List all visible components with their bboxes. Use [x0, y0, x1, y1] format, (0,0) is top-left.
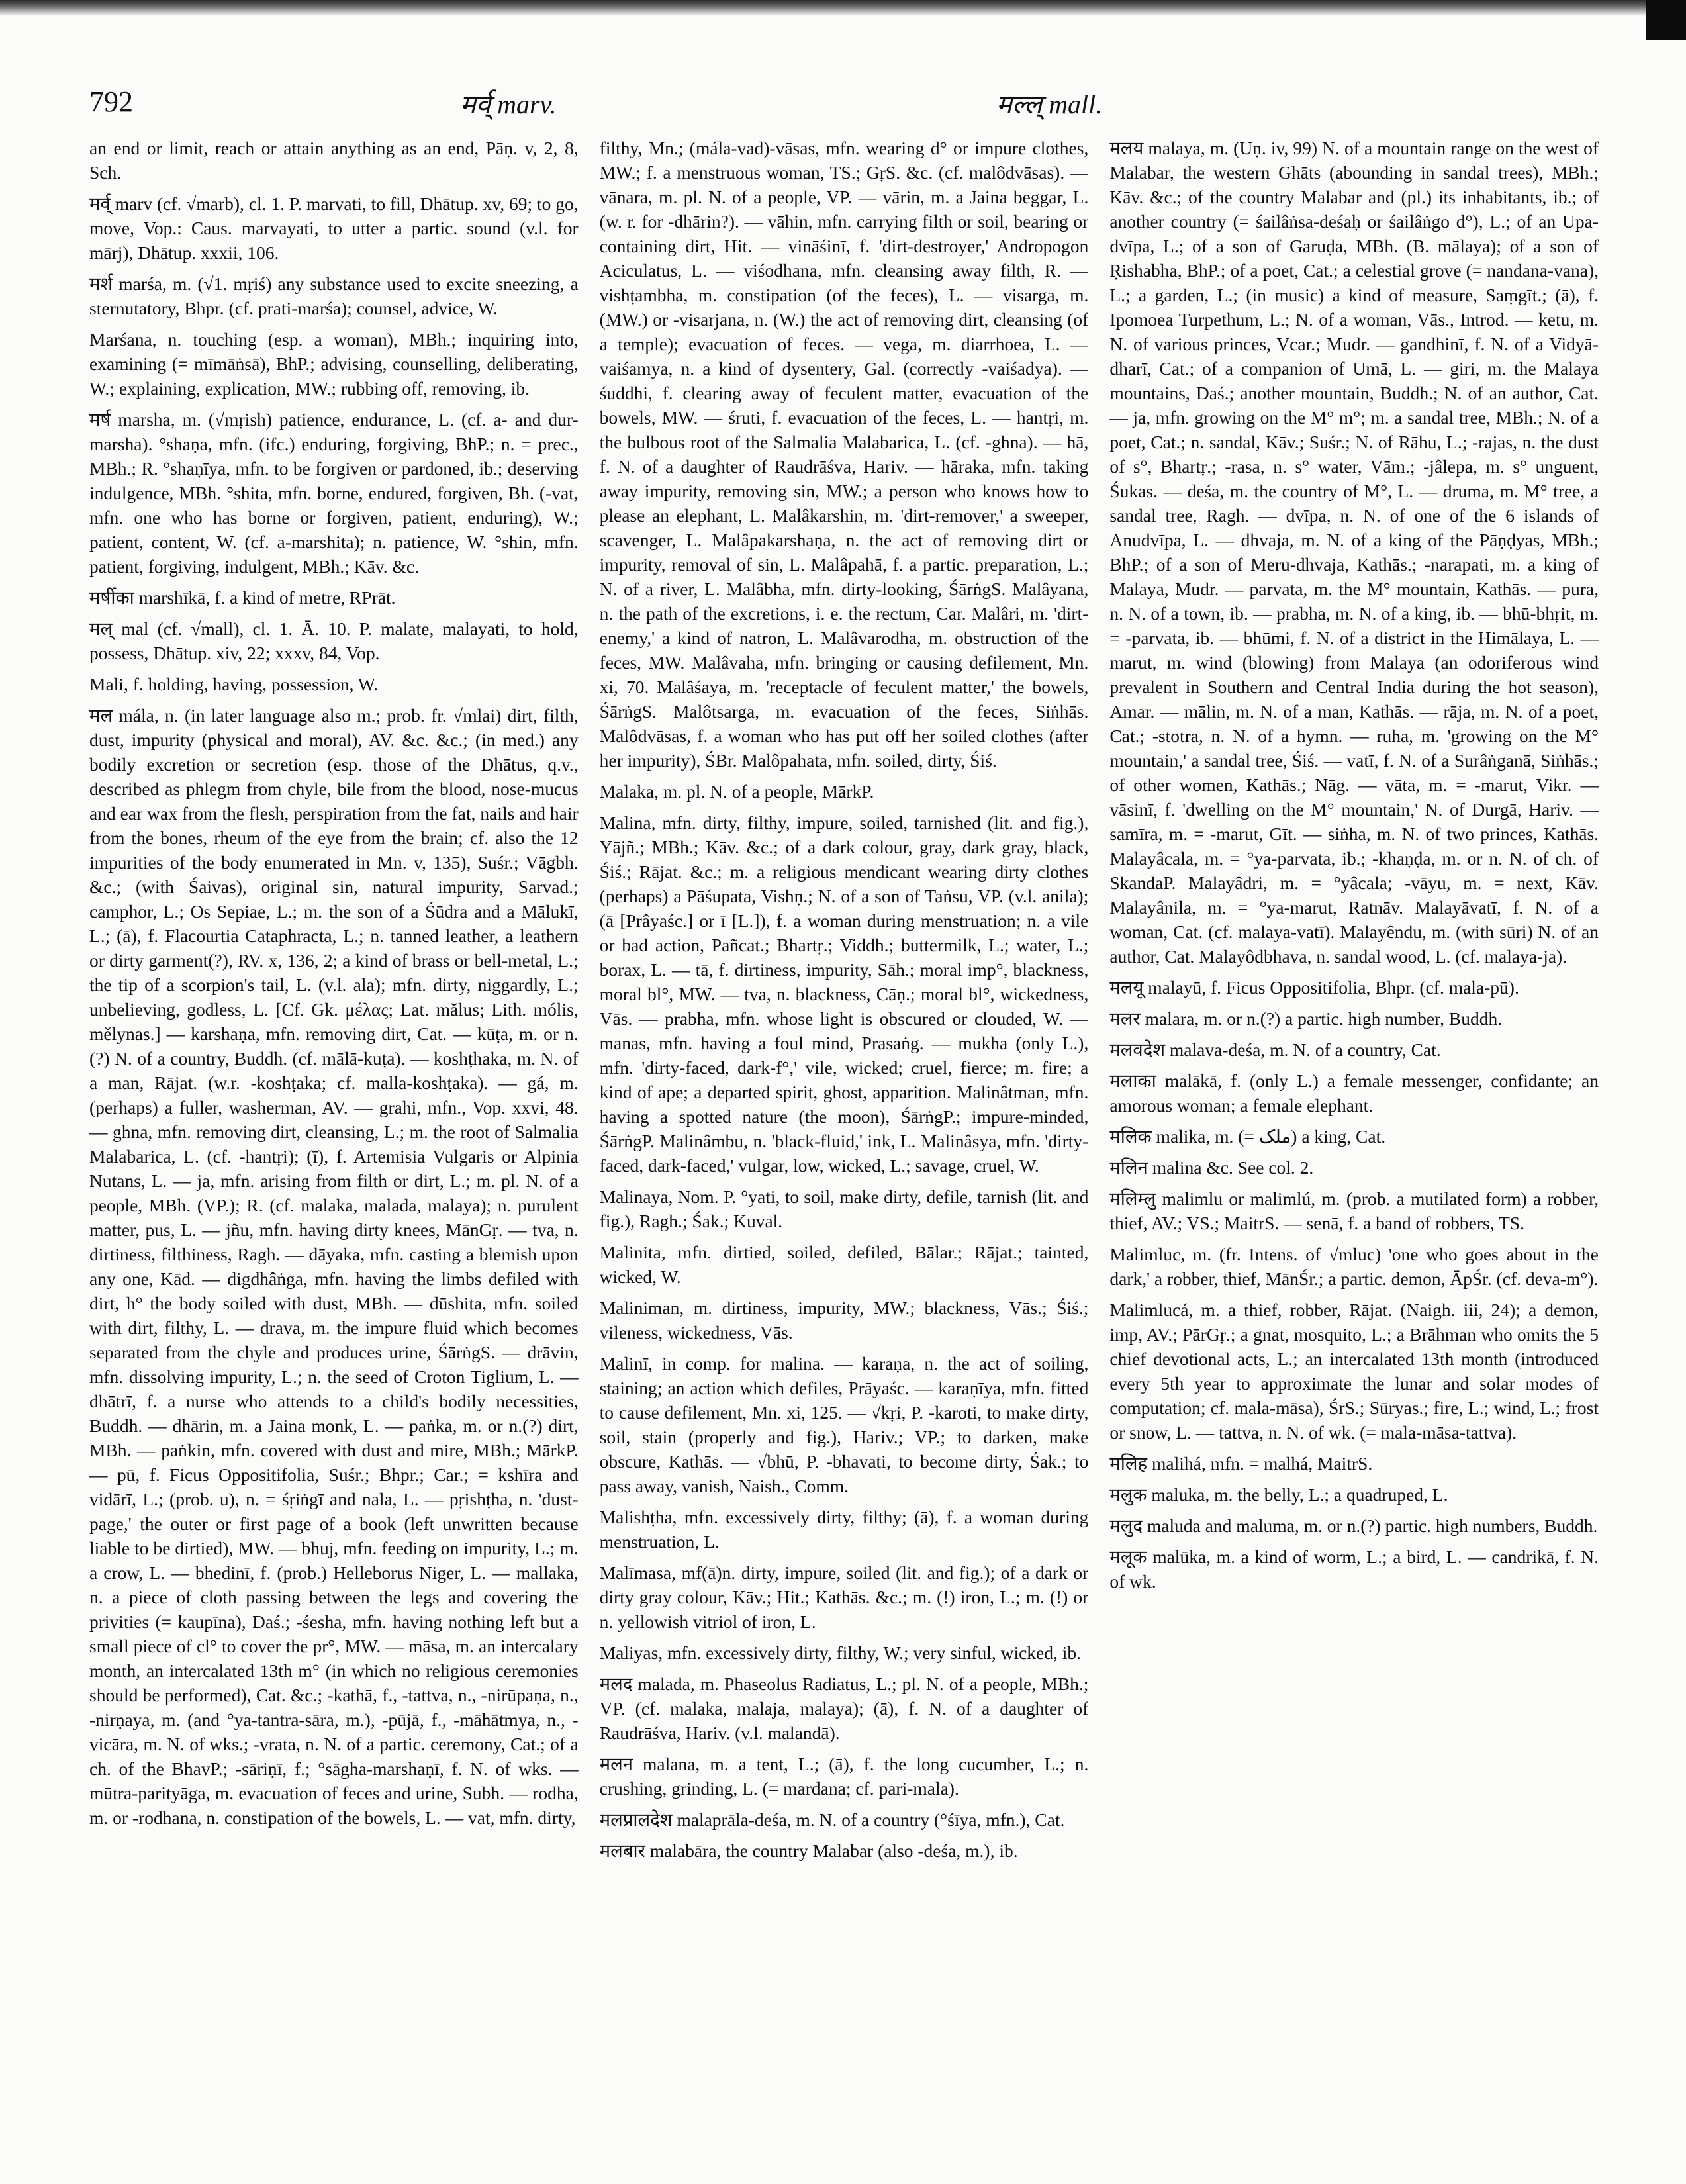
right-running-head: मल्ल् mall.: [996, 89, 1103, 119]
entry: मलिक malika, m. (= ملک) a king, Cat.: [1109, 1126, 1386, 1147]
entry: मलूक malūka, m. a kind of worm, L.; a bird, L. — candrikā, f. N. of wk.: [1109, 1546, 1599, 1591]
entry: मर्ष marsha, m. (√mṛish) patience, endurance, L. (cf. a- and dur-marsha). °shaṇa, mfn. (ifc.) enduring, forgiving, BhP.; n. = prec., MBh.; R. °shaṇīya, mfn. to be forgiven or pardoned, ib.; deserving indulgence, MBh. °shita, mfn. borne, endured, forgiven, Bh. (-vat, mfn. one who has borne or forgiven, patient, enduring), W.; patient, content, W. (cf. a-marshita); n. patience, W. °shin, mfn. patient, forgiving, indulgent, MBh.; Kāv. &c.: [89, 409, 579, 577]
entry: मलवदेश malava-deśa, m. N. of a country, Cat.: [1109, 1039, 1441, 1060]
text-columns: [89, 136, 1599, 2148]
entry: Malishṭha, mfn. excessively dirty, filthy; (ā), f. a woman during menstruation, L.: [599, 1507, 1089, 1552]
column-3: [1109, 136, 1599, 2148]
entry: मर्श marśa, m. (√1. mṛiś) any substance used to excite sneezing, a sternutatory, Bhpr. (cf. prati-marśa); counsel, advice, W.: [89, 273, 579, 318]
entry: मलिह malihá, mfn. = malhá, MaitrS.: [1109, 1453, 1373, 1474]
entry: मलिम्लु malimlu or malimlú, m. (prob. a mutilated form) a robber, thief, AV.; VS.; MaitrS. — senā, f. a band of robbers, TS.: [1109, 1188, 1599, 1233]
entry: Mali, f. holding, having, possession, W.: [89, 674, 379, 694]
entry: मलुक maluka, m. the belly, L.; a quadruped, L.: [1109, 1484, 1448, 1505]
entry: मलर malara, m. or n.(?) a partic. high number, Buddh.: [1109, 1008, 1503, 1029]
column-2: [600, 136, 1089, 2148]
entry: Malina, mfn. dirty, filthy, impure, soiled, tarnished (lit. and fig.), Yājñ.; MBh.; Kāv. &c.; of a dark colour, gray, dark gray, black, Śiś.; Rājat. &c.; m. a religious mendicant wearing dirty clothes (perhaps) a Pāśupata, Vishṇ.; N. of a son of Taṅsu, VP. (v.l. anila); (ā [Prâyaśc.] or ī [L.]), f. a woman during menstruation; n. a vile or bad action, Pañcat.; Bhartṛ.; Viddh.; buttermilk, L.; water, L.; borax, L. — tā, f. dirtiness, impurity, Sāh.; moral imp°, blackness, moral bl°, MW. — tva, n. blackness, Cāṇ.; moral bl°, wickedness, Vās. — prabha, mfn. whose light is obscured or clouded, W. — manas, mfn. having a foul mind, Prasaṅg. — mukha (only L.), mfn. 'dirty-faced, dark-f°,' vile, wicked; cruel, fierce; m. fire; a kind of ape; a departed spirit, ghost, apparition. Malinâtman, mfn. having a spotted nature (the moon), ŚārṅgP.; impure-minded, ŚārṅgP. Malinâmbu, n. 'black-fluid,' ink, L. Malinâsya, mfn. 'dirty-faced, dark-faced,' vulgar, low, wicked, L.; savage, cruel, W.: [599, 812, 1089, 1176]
entry: Malinaya, Nom. P. °yati, to soil, make dirty, defile, tarnish (lit. and fig.), Ragh.; Śak.; Kuval.: [599, 1186, 1089, 1231]
entry: मर्व् marv (cf. √marb), cl. 1. P. marvati, to fill, Dhātup. xv, 69; to go, move, Vop.: Caus. marvayati, to utter a partic. sound (v.l. for mārj), Dhātup. xxxii, 106.: [89, 193, 579, 263]
page-header: [89, 85, 1597, 131]
entry: मलुद maluda and maluma, m. or n.(?) partic. high numbers, Buddh.: [1109, 1515, 1598, 1536]
entry: मलिन malina &c. See col. 2.: [1109, 1157, 1314, 1178]
entry: मल् mal (cf. √mall), cl. 1. Ā. 10. P. malate, malayati, to hold, possess, Dhātup. xiv, 22; xxxv, 84, Vop.: [89, 618, 579, 663]
entry: मलयू malayū, f. Ficus Oppositifolia, Bhpr. (cf. mala-pū).: [1109, 977, 1519, 998]
entry: Malīmasa, mf(ā)n. dirty, impure, soiled (lit. and fig.); of a dark or dirty gray colour, Kāv.; Hit.; Kathās. &c.; m. (!) iron, L.; m. (!) or n. yellowish vitriol of iron, L.: [599, 1562, 1089, 1632]
entry: an end or limit, reach or attain anything as an end, Pāṇ. v, 2, 8, Sch.: [89, 138, 579, 183]
entry: मलन malana, m. a tent, L.; (ā), f. the long cucumber, L.; n. crushing, grinding, L. (= mardana; cf. pari-mala).: [599, 1754, 1089, 1799]
entry: Maliniman, m. dirtiness, impurity, MW.; blackness, Vās.; Śiś.; vileness, wickedness, Vās.: [599, 1298, 1089, 1343]
scan-corner-mark: [1646, 0, 1686, 40]
entry: filthy, Mn.; (mála-vad)-vāsas, mfn. wearing d° or impure clothes, MW.; f. a menstruous woman, TS.; GṛS. &c. (cf. malôdvāsas). — vānara, m. pl. N. of a people, VP. — vārin, m. a Jaina beggar, L. (w. r. for -dhārin?). — vāhin, mfn. carrying filth or soil, bearing or containing dirt, Hit. — vināśinī, f. 'dirt-destroyer,' Andropogon Aciculatus, L. — viśodhana, mfn. cleansing away filth, R. — vishṭambha, m. constipation (of the feces), L. — visarga, m. (MW.) or -visarjana, n. (W.) the act of removing dirt, cleansing (of a temple); evacuation of feces. — vega, m. diarrhoea, L. — vaiśamya, n. a kind of dysentery, Gal. (correctly -vaiśadya). — śuddhi, f. clearing away of feculent matter, evacuation of the bowels, MW. — śruti, f. evacuation of the feces, L. — hantṛi, m. the bulbous root of the Salmalia Malabarica, L. (cf. -ghna). — hā, f. N. of a daughter of Raudrāśva, Hariv. — hāraka, mfn. taking away impurity, removing sin, MW.; a person who knows how to please an elephant, L. Malâkarshin, m. 'dirt-remover,' a sweeper, scavenger, L. Malâpakarshaṇa, n. the act of removing dirt or impurity, removal of sin, L. Malâpahā, f. a partic. preparation, L.; N. of a river, L. Malâbha, mfn. dirty-looking, ŚārṅgS. Malâyana, n. the path of the excretions, i. e. the rectum, Car. Malâri, m. 'dirt-enemy,' a kind of natron, L. Malâvarodha, m. obstruction of the feces, MW. Malâvaha, mfn. bringing or causing defilement, Mn. xi, 70. Malâśaya, m. 'receptacle of feculent matter,' the bowels, ŚārṅgS. Malôtsarga, m. evacuation of the feces, Siṅhās. Malôdvāsas, f. a woman who has put off her soiled clothes (after her impurity), ŚBr. Malôpahata, mfn. soiled, dirty, Śiś.: [599, 138, 1089, 771]
scan-top-edge: [0, 0, 1686, 16]
entry: Malimlucá, m. a thief, robber, Rājat. (Naigh. iii, 24); a demon, imp, AV.; PārGṛ.; a gnat, mosquito, L.; a Brāhman who omits the 5 chief devotional acts, L.; an intercalated 13th month (introduced every 5th year to approximate the lunar and solar modes of computation; cf. mala-māsa), ŚrS.; Sūryas.; fire, L.; wind, L.; frost or snow, L. — tattva, n. N. of wk. (= mala-māsa-tattva).: [1109, 1300, 1599, 1443]
entry: मलय malaya, m. (Uṇ. iv, 99) N. of a mountain range on the west of Malabar, the western Ghāts (abounding in sandal trees), MBh.; Kāv. &c.; of the country Malabar and (pl.) its inhabitants, ib.; of another country (= śailâṅsa-deśaḥ or śailâṅgo d°), L.; of an Upa-dvīpa, L.; of a son of Garuḍa, MBh. (B. mālaya); of a son of Ṛishabha, BhP.; of a poet, Cat.; a celestial grove (= nandana-vana), L.; a garden, L.; (in music) a kind of measure, Saṃgīt.; (ā), f. Ipomoea Turpethum, L.; N. of a woman, Vās., Introd. — ketu, m. N. of various princes, Vcar.; Mudr. — gandhinī, f. N. of a Vidyā-dharī, Cat.; of a companion of Umā, L. — giri, m. the Malaya mountains, Daś.; another mountain, Buddh.; N. of an author, Cat. — ja, mfn. growing on the M° m°; m. a sandal tree, MBh.; N. of a poet, Cat.; n. sandal, Kāv.; Suśr.; N. of Rāhu, L.; -rajas, n. the dust of s°, Bhartṛ.; -rasa, n. s° water, Vām.; -jâlepa, m. s° unguent, Śukas. — deśa, m. the country of M°, L. — druma, m. M° tree, a sandal tree, Ragh. — dvīpa, n. N. of one of the 6 islands of Anudvīpa, L. — dhvaja, m. N. of a king of the Pāṇḍyas, MBh.; BhP.; of a son of Meru-dhvaja, Kathās.; -narapati, m. a king of Malaya, Mudr. — parvata, m. the M° mountain, Kathās. — pura, n. N. of a town, ib. — prabha, m. N. of a king, ib. — bhū-bhṛit, m. = -parvata, ib. — bhūmi, f. N. of a district in the Himālaya, L. — marut, m. wind (blowing) from Malaya (an odoriferous wind prevalent in Southern and Central India during the hot season), Amar. — mālin, m. N. of a man, Kathās. — rāja, m. N. of a poet, Cat.; -stotra, n. N. of a hymn. — ruha, m. 'growing on the M° mountain,' a sandal tree, Śiś. — vatī, f. N. of a Surâṅganā, Siṅhās.; of other women, Kathās.; Nāg. — vāta, m. = -marut, Vikr. — vāsinī, f. 'dwelling on the M° mountain,' N. of Durgā, Hariv. — samīra, m. = -marut, Gīt. — siṅha, m. N. of two princes, Kathās. Malayâcala, m. = °ya-parvata, ib.; -khaṇḍa, m. or n. N. of ch. of SkandaP. Malayâdri, m. = °yâcala; -vāyu, m. = next, Kāv. Malayânila, m. = °ya-marut, Ratnāv. Malayāvatī, f. N. of a woman, Cat. (cf. malaya-vatī). Malayêndu, m. (with sūri) N. of an author, Cat. Malayôdbhava, n. sandal wood, L. (cf. malaya-ja).: [1109, 138, 1599, 967]
entry: मलप्रालदेश malaprāla-deśa, m. N. of a country (°śīya, mfn.), Cat.: [599, 1809, 1065, 1830]
entry: Malaka, m. pl. N. of a people, MārkP.: [599, 781, 874, 802]
entry: Malinita, mfn. dirtied, soiled, defiled, Bālar.; Rājat.; tainted, wicked, W.: [599, 1242, 1089, 1287]
entry: मल mála, n. (in later language also m.; prob. fr. √mlai) dirt, filth, dust, impurity (physical and moral), AV. &c. &c.; (in med.) any bodily excretion or secretion (esp. those of the Dhātus, q.v., described as phlegm from chyle, bile from the blood, nose-mucus and ear wax from the flesh, perspiration from the fat, nails and hair from the bones, rheum of the eye from the brain; cf. also the 12 impurities of the body enumerated in Mn. v, 135), Suśr.; Vāgbh. &c.; (with Śaivas), original sin, natural impurity, Sarvad.; camphor, L.; Os Sepiae, L.; m. the son of a Śūdra and a Mālukī, L.; (ā), f. Flacourtia Cataphracta, L.; n. tanned leather, a leathern or dirty garment(?), RV. x, 136, 2; a kind of brass or bell-metal, L.; the tip of a scorpion's tail, L. (v.l. ala); mfn. dirty, niggardly, L.; unbelieving, godless, L. [Cf. Gk. μέλας; Lat. mălus; Lith. mólis, mělynas.] — karshaṇa, mfn. removing dirt, Cat. — kūṭa, m. or n.(?) N. of a country, Buddh. (cf. mālā-kuṭa). — koshṭhaka, m. N. of a man, Rājat. (w.r. -koshṭaka; cf. malla-koshṭaka). — gá, m. (perhaps) a fuller, washerman, AV. — grahi, mfn., Vop. xxvi, 48. — ghna, mfn. removing dirt, cleansing, L.; m. the root of Salmalia Malabarica, L. (cf. -hantṛi); (ī), f. Artemisia Vulgaris or Alpinia Nutans, L. — ja, mfn. arising from filth or dirt, L.; m. pl. N. of a people, MBh. (VP.); R. (cf. malaka, malada, malaya); n. purulent matter, pus, L. — jñu, mfn. having dirty knees, MānGṛ. — tva, n. dirtiness, filthiness, Ragh. — dāyaka, mfn. casting a blemish upon any one, Kād. — digdhâṅga, mfn. having the limbs defiled with dirt, h° the body soiled with dust, MBh. — dūshita, mfn. soiled with dirt, filthy, L. — drava, m. the impure fluid which becomes separated from the chyle and produces urine, ŚārṅgS. — drāvin, mfn. dissolving impurity, L.; n. the seed of Croton Tiglium, L. — dhātrī, f. a nurse who attends to a child's bodily necessities, Buddh. — dhārin, m. a Jaina monk, L. — paṅka, m. or n.(?) dirt, MBh. — paṅkin, mfn. covered with dust and mire, MBh.; MārkP. — pū, f. Ficus Oppositifolia, Suśr.; Bhpr.; Car.; = kshīra and vidārī, L.; (prob. u), n. = śṛiṅgī and nala, L. — pṛishṭha, n. 'dust-page,' the outer or first page of a book (left unwritten because liable to be dirtied), MW. — bhuj, mfn. feeding on impurity, L.; m. a crow, L. — bhedinī, f. (prob.) Helleborus Niger, L. — mallaka, n. a piece of cloth passing between the legs and covering the privities (= kaupīna), Daś.; -śesha, mfn. having nothing left but a small piece of cl° to cover the pr°, MW. — māsa, m. an intercalary month, an intercalated 13th m° (in which no religious ceremonies should be performed), Cat. &c.; -kathā, f., -tattva, n., -nirūpaṇa, n., -nirṇaya, m. (and °ya-tantra-sāra, m.), -pūjā, f., -māhātmya, n., -vicāra, m. N. of wks.; -vrata, n. N. of a partic. ceremony, Cat.; of a ch. of the BhavP.; -sāriṇī, f.; °sāgha-marshaṇī, f. N. of wks. — mūtra-parityāga, m. evacuation of feces and urine, Subh. — rodha, m. or -rodhana, n. constipation of the bowels, L. — vat, mfn. dirty,: [89, 705, 579, 1828]
entry: Malimluc, m. (fr. Intens. of √mluc) 'one who goes about in the dark,' a robber, thief, MānŚr.; a partic. demon, ĀpŚr. (cf. deva-m°).: [1109, 1244, 1599, 1289]
entry: मलद malada, m. Phaseolus Radiatus, L.; pl. N. of a people, MBh.; VP. (cf. malaka, malaja, malaya); (ā), f. N. of a daughter of Raudrāśva, Hariv. (v.l. malandā).: [599, 1674, 1089, 1743]
page-number: 792: [89, 85, 133, 118]
entry: मलबार malabāra, the country Malabar (also -deśa, m.), ib.: [599, 1840, 1018, 1861]
entry: Marśana, n. touching (esp. a woman), MBh.; inquiring into, examining (= mīmāṅsā), BhP.; advising, counselling, deliberating, W.; explaining, explication, MW.; rubbing off, removing, ib.: [89, 329, 579, 399]
left-running-head: मर्व् marv.: [460, 89, 557, 119]
entry: मलाका malākā, f. (only L.) a female messenger, confidante; an amorous woman; a female elephant.: [1109, 1070, 1599, 1116]
entry: Malinī, in comp. for malina. — karaṇa, n. the act of soiling, staining; an action which defiles, Prāyaśc. — karaṇīya, mfn. fitted to cause defilement, Mn. xi, 125. — √kṛi, P. -karoti, to make dirty, soil, stain (properly and fig.), Hariv.; VP.; to darken, make obscure, Kathās. — √bhū, P. -bhavati, to become dirty, Śak.; to pass away, vanish, Naish., Comm.: [599, 1353, 1089, 1496]
entry: मर्षीका marshīkā, f. a kind of metre, RPrāt.: [89, 587, 396, 608]
column-1: [89, 136, 579, 2148]
entry: Maliyas, mfn. excessively dirty, filthy, W.; very sinful, wicked, ib.: [599, 1642, 1082, 1663]
